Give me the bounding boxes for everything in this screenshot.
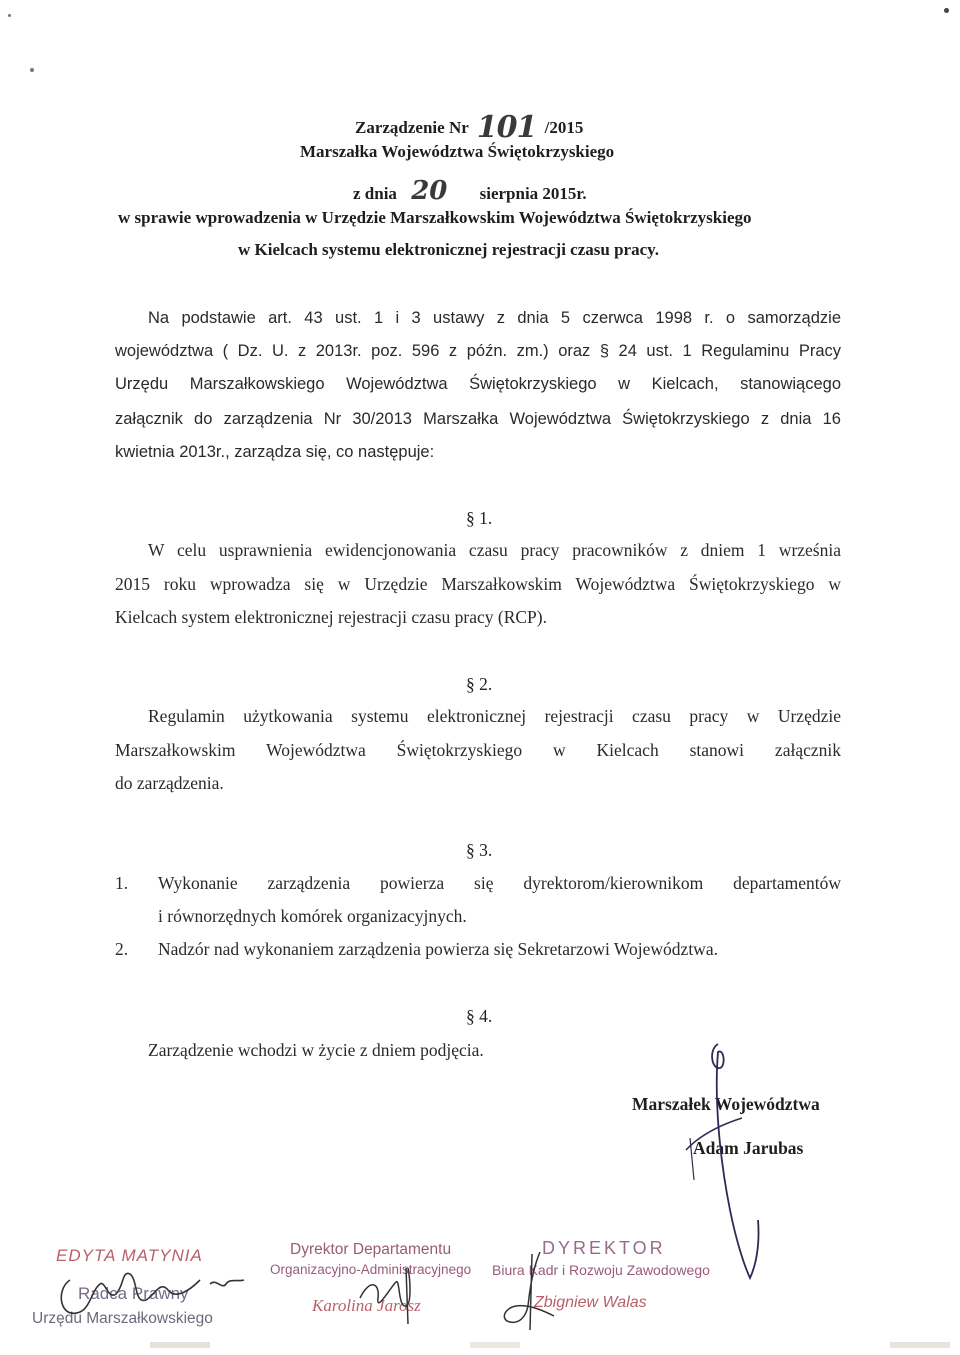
stamp-dept-name: Organizacyjno-Administracyjnego — [270, 1262, 472, 1277]
stamp-dept-title: Dyrektor Departamentu — [290, 1241, 452, 1258]
legal-counsel-stamp — [30, 1240, 260, 1335]
preamble-line-4: załącznik do zarządzenia Nr 30/2013 Marszałka Województwa Świętokrzyskiego z dnia 16 — [115, 410, 841, 428]
document-title — [355, 106, 584, 145]
stamp-counsel-name: EDYTA MATYNIA — [56, 1246, 203, 1265]
hr-signature-scribble — [490, 1246, 560, 1336]
scan-artifact — [890, 1342, 950, 1348]
subject-line-1: w sprawie wprowadzenia w Urzędzie Marszałkowskim Województwa Świętokrzyskiego — [118, 208, 752, 227]
stamp-hr-dept: Biura Kadr i Rozwoju Zawodowego — [492, 1262, 710, 1278]
handwritten-number: 101 — [476, 110, 537, 145]
section-1-line-3: Kielcach system elektronicznej rejestracji czasu pracy (RCP). — [115, 607, 547, 627]
scan-speck — [30, 68, 34, 72]
subject-line-2: w Kielcach systemu elektronicznej rejestracji czasu pracy. — [238, 240, 659, 259]
signatory-name: Adam Jarubas — [693, 1138, 804, 1158]
section-2-line-2: Marszałkowskim Województwa Świętokrzyskiego w Kielcach stanowi załącznik — [115, 740, 841, 760]
section-3-item-1-line-2: i równorzędnych komórek organizacyjnych. — [158, 906, 467, 926]
section-2-label: § 2. — [466, 674, 493, 694]
section-1-line-2: 2015 roku wprowadza się w Urzędzie Marszałkowskim Województwa Świętokrzyskiego w — [115, 574, 841, 594]
title-suffix: /2015 — [544, 118, 584, 137]
section-3-item-2-number: 2. — [115, 939, 129, 959]
section-4-label: § 4. — [466, 1006, 493, 1026]
issuer-line: Marszałka Województwa Świętokrzyskiego — [300, 142, 615, 161]
title-prefix: Zarządzenie Nr — [355, 118, 469, 137]
stamp-counsel-role: Radca Prawny — [78, 1284, 189, 1303]
section-2-line-3: do zarządzenia. — [115, 773, 224, 793]
date-line — [353, 176, 587, 206]
stamp-hr-person: Zbigniew Walas — [534, 1294, 647, 1311]
section-3-item-1-number: 1. — [115, 873, 129, 893]
scan-speck — [944, 8, 949, 13]
section-1-line-1: W celu usprawnienia ewidencjonowania czasu pracy pracowników z dniem 1 września — [148, 540, 841, 560]
stamp-counsel-org: Urzędu Marszałkowskiego — [32, 1310, 213, 1327]
section-3-item-1-line-1: Wykonanie zarządzenia powierza się dyrektorom/kierownikom departamentów — [158, 873, 841, 893]
preamble-line-3: Urzędu Marszałkowskiego Województwa Świętokrzyskiego w Kielcach, stanowiącego — [115, 375, 841, 393]
preamble-line-5: kwietnia 2013r., zarządza się, co następuje: — [115, 443, 435, 461]
section-3-label: § 3. — [466, 840, 493, 860]
stamp-hr-title: DYREKTOR — [542, 1238, 666, 1258]
preamble-line-2: województwa ( Dz. U. z 2013r. poz. 596 z późn. zm.) oraz § 24 ust. 1 Regulaminu Pracy — [115, 342, 841, 360]
signatory-title: Marszałek Województwa — [632, 1094, 820, 1114]
section-2-line-1: Regulamin użytkowania systemu elektronicznej rejestracji czasu pracy w Urzędzie — [148, 706, 841, 726]
scan-speck — [8, 14, 11, 17]
section-3-item-2-line-1: Nadzór nad wykonaniem zarządzenia powierza się Sekretarzowi Województwa. — [158, 939, 718, 959]
scan-artifact — [150, 1342, 210, 1348]
dept-signature-scribble — [350, 1258, 430, 1328]
stamp-dept-person: Karolina Jarosz — [312, 1296, 421, 1315]
section-1-label: § 1. — [466, 508, 493, 528]
date-prefix: z dnia — [353, 184, 397, 203]
scan-artifact — [470, 1342, 520, 1348]
counsel-signature-scribble — [50, 1250, 260, 1330]
section-4-line-1: Zarządzenie wchodzi w życie z dniem podjęcia. — [148, 1040, 484, 1060]
hr-director-stamp — [490, 1236, 720, 1336]
date-suffix: sierpnia 2015r. — [479, 184, 587, 203]
handwritten-day: 20 — [411, 176, 448, 206]
preamble-line-1: Na podstawie art. 43 ust. 1 i 3 ustawy z dnia 5 czerwca 1998 r. o samorządzie — [148, 309, 841, 327]
department-director-stamp — [270, 1238, 500, 1333]
